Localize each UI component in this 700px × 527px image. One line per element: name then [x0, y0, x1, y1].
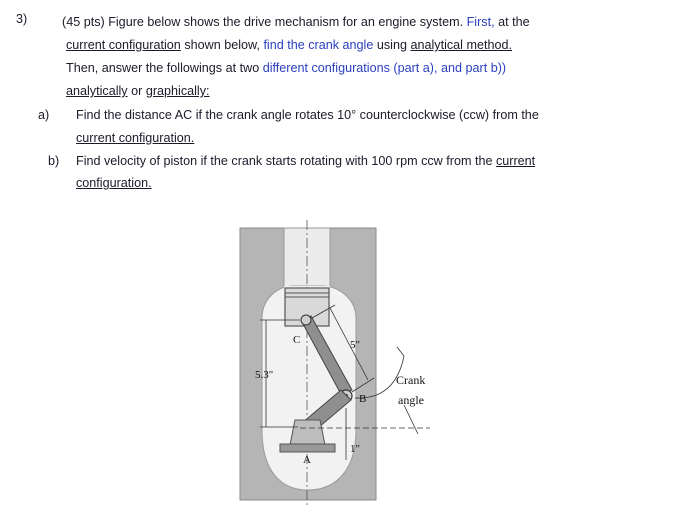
crank-angle-ref — [404, 405, 418, 434]
line1-tail: at the — [498, 15, 530, 29]
part-b-label: b) — [48, 154, 60, 168]
analytically-text: analytically — [66, 84, 128, 98]
pin-c — [301, 315, 311, 325]
using-text: using — [376, 38, 407, 52]
then-text: Then, answer the followings at two — [66, 61, 260, 75]
analytical-method-text: analytical method. — [410, 38, 512, 52]
label-53: 5.3" — [255, 369, 274, 381]
problem-number: 3) — [16, 12, 28, 26]
current-configuration-link: current configuration — [66, 38, 181, 52]
label-b: B — [359, 393, 367, 405]
label-5in: 5" — [350, 339, 360, 351]
crank-base — [280, 444, 335, 452]
label-c: C — [293, 334, 301, 346]
graphically-text: graphically: — [145, 84, 210, 98]
different-config-text: different configurations (part a), and part b)) — [262, 61, 507, 75]
label-crank: Crank — [396, 373, 426, 387]
part-a-label: a) — [38, 108, 50, 122]
label-angle: angle — [398, 393, 424, 407]
find-crank-angle-text: find the crank angle — [263, 38, 374, 52]
crank-support — [290, 420, 325, 445]
part-a-cont: current configuration. — [76, 131, 195, 145]
part-b-text-1: Find velocity of piston if the crank starts rotating with 100 rpm ccw from the — [76, 154, 493, 168]
problem-points-text: (45 pts) Figure below shows the drive mechanism for an engine system. — [62, 15, 464, 29]
first-word: First, — [466, 15, 495, 29]
part-b-current: current — [495, 154, 536, 168]
label-1in: 1" — [350, 443, 360, 455]
part-a-text: Find the distance AC if the crank angle rotates 10° counterclockwise (ccw) from the — [76, 108, 539, 122]
crank-angle-pointer — [397, 347, 404, 356]
shown-below-text: shown below, — [184, 38, 260, 52]
label-a: A — [303, 454, 311, 466]
or-text: or — [131, 84, 143, 98]
part-b-cont: configuration. — [76, 176, 152, 190]
